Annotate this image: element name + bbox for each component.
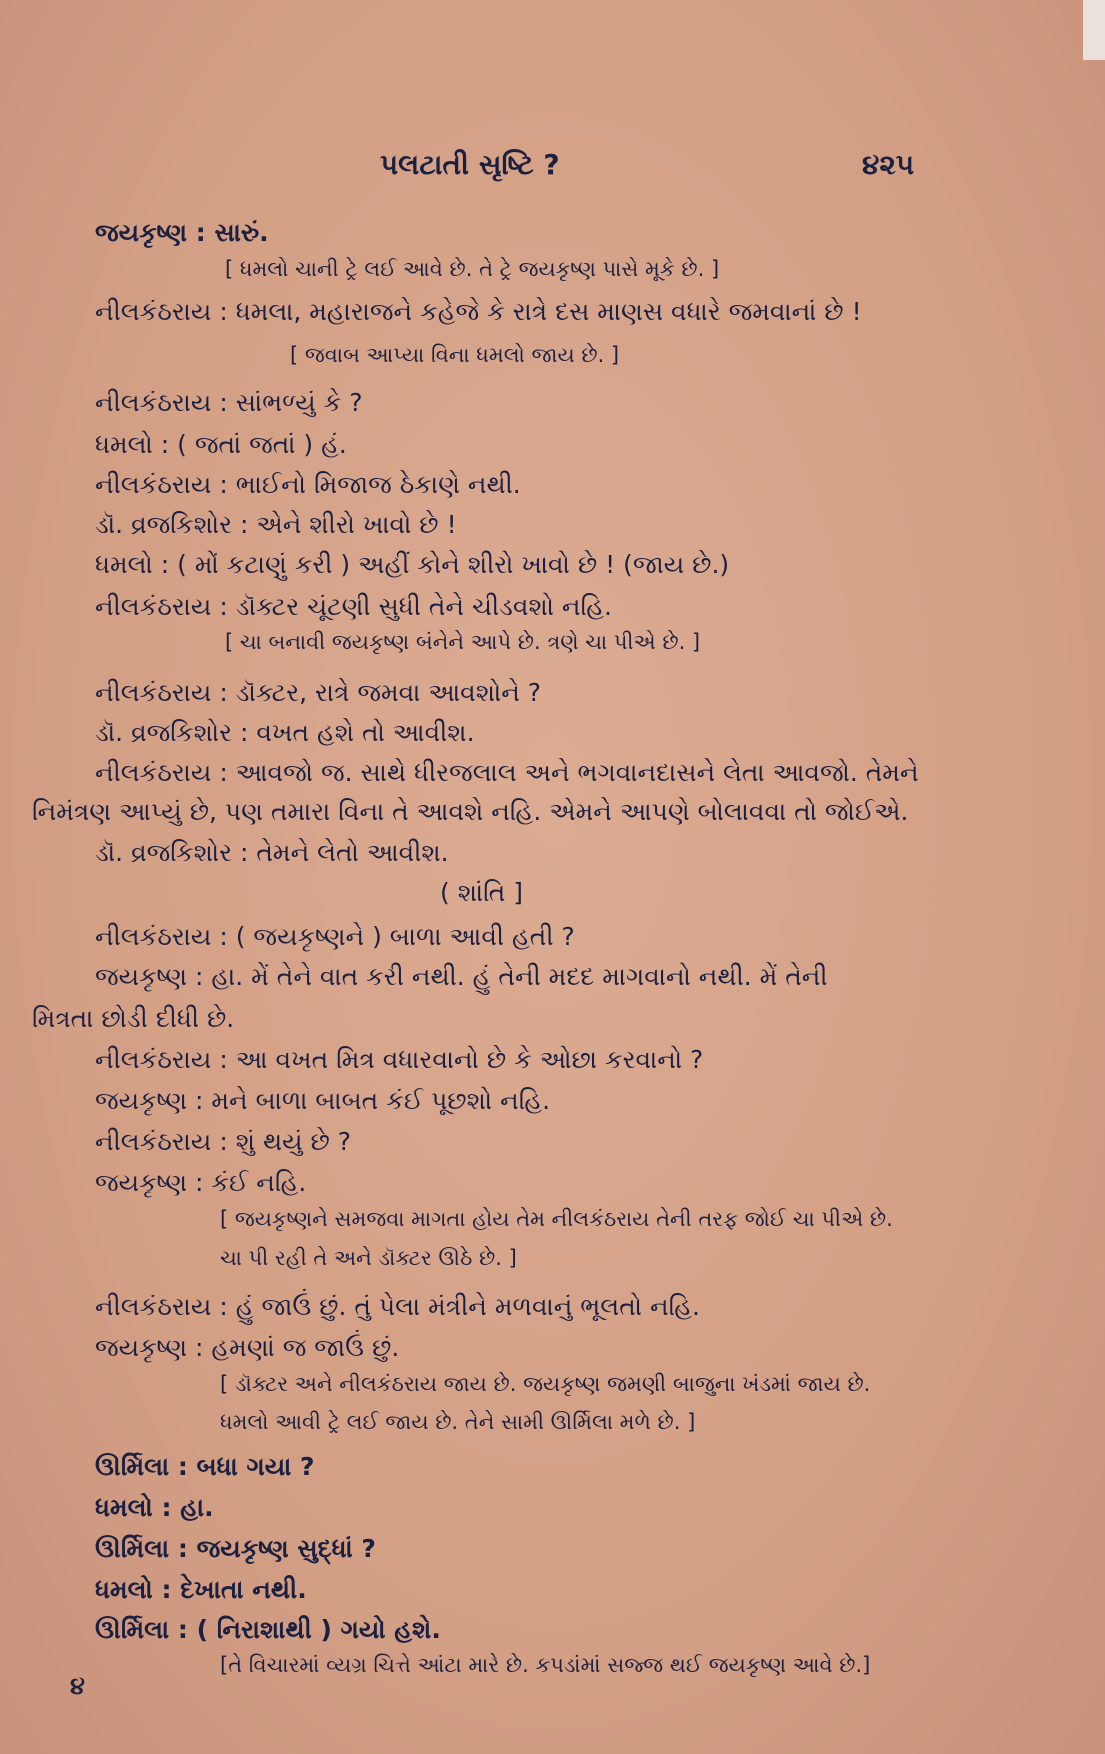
dialogue-line: નીલકંઠરાય : હું જાઉં છું. તું પેલા મંત્રીને મળવાનું ભૂલતો નહિ.: [95, 1292, 700, 1321]
dialogue-line: ધમલો : હા.: [95, 1493, 214, 1522]
stage-direction: ( શાંતિ ]: [440, 878, 524, 907]
dialogue-line: નીલકંઠરાય : આવજો જ. સાથે ધીરજલાલ અને ભગવાનદાસને લેતા આવજો. તેમને: [95, 758, 919, 787]
stage-direction: ધમલો આવી ટ્રે લઈ જાય છે. તેને સામી ઊર્મિલા મળે છે. ]: [220, 1410, 696, 1434]
stage-direction: [તે વિચારમાં વ્યગ્ર ચિત્તે આંટા મારે છે. કપડાંમાં સજ્જ થઈ જયકૃષ્ણ આવે છે.]: [220, 1653, 871, 1677]
dialogue-line: ઊર્મિલા : જયકૃષ્ણ સુદ્ધાં ?: [95, 1534, 376, 1563]
dialogue-line: નીલકંઠરાય : ડૉક્ટર ચૂંટણી સુધી તેને ચીડવશો નહિ.: [95, 592, 612, 621]
dialogue-continuation: મિત્રતા છોડી દીધી છે.: [32, 1004, 235, 1033]
dialogue-line: ઊર્મિલા : બધા ગયા ?: [95, 1452, 315, 1481]
stage-direction: [ ડૉક્ટર અને નીલકંઠરાય જાય છે. જયકૃષ્ણ જમણી બાજુના ખંડમાં જાય છે.: [220, 1372, 871, 1396]
running-title: પલટાતી સૃષ્ટિ ?: [380, 148, 560, 181]
dialogue-continuation: નિમંત્રણ આપ્યું છે, પણ તમારા વિના તે આવશે નહિ. એમને આપણે બોલાવવા તો જોઈએ.: [32, 797, 909, 826]
dialogue-line: જયકૃષ્ણ : હમણાં જ જાઉં છું.: [95, 1333, 400, 1362]
dialogue-line: નીલકંઠરાય : ડૉક્ટર, રાત્રે જમવા આવશોને ?: [95, 678, 542, 707]
stage-direction: [ ચા બનાવી જયકૃષ્ણ બંનેને આપે છે. ત્રણે ચા પીએ છે. ]: [225, 630, 701, 654]
dialogue-line: જયકૃષ્ણ : મને બાળા બાબત કંઈ પૂછશો નહિ.: [95, 1086, 551, 1115]
dialogue-line: ધમલો : ( મોં કટાણું કરી ) અહીં કોને શીરો ખાવો છે ! (જાય છે.): [95, 550, 730, 579]
signature-mark: ૪: [70, 1672, 85, 1700]
dialogue-line: ડૉ. વ્રજકિશોર : તેમને લેતો આવીશ.: [95, 838, 449, 867]
stage-direction: [ જવાબ આપ્યા વિના ધમલો જાય છે. ]: [290, 343, 620, 367]
dialogue-line: નીલકંઠરાય : આ વખત મિત્ર વધારવાનો છે કે ઓછા કરવાનો ?: [95, 1045, 704, 1074]
stage-direction: ચા પી રહી તે અને ડૉક્ટર ઊઠે છે. ]: [220, 1246, 517, 1270]
dialogue-line: ડૉ. વ્રજકિશોર : એને શીરો ખાવો છે !: [95, 510, 457, 539]
stage-direction: [ જયકૃષ્ણને સમજવા માગતા હોય તેમ નીલકંઠરાય તેની તરફ જોઈ ચા પીએ છે.: [220, 1207, 893, 1231]
page-number: ૪૨૫: [862, 148, 915, 181]
dialogue-line: ડૉ. વ્રજકિશોર : વખત હશે તો આવીશ.: [95, 718, 475, 747]
dialogue-line: નીલકંઠરાય : ભાઈનો મિજાજ ઠેકાણે નથી.: [95, 470, 521, 499]
dialogue-line: જયકૃષ્ણ : સારું.: [95, 218, 269, 247]
dialogue-line: નીલકંઠરાય : સાંભળ્યું કે ?: [95, 388, 363, 417]
stage-direction: [ ધમલો ચાની ટ્રે લઈ આવે છે. તે ટ્રે જયકૃષ્ણ પાસે મૂકે છે. ]: [225, 257, 720, 281]
dialogue-line: ધમલો : ( જતાં જતાં ) હં.: [95, 430, 347, 459]
dialogue-line: જયકૃષ્ણ : હા. મેં તેને વાત કરી નથી. હું તેની મદદ માગવાનો નથી. મેં તેની: [95, 962, 828, 991]
dialogue-line: નીલકંઠરાય : ધમલા, મહારાજને કહેજે કે રાત્રે દસ માણસ વધારે જમવાનાં છે !: [95, 297, 862, 326]
dialogue-line: જયકૃષ્ણ : કંઈ નહિ.: [95, 1168, 307, 1197]
dialogue-line: નીલકંઠરાય : શું થયું છે ?: [95, 1127, 352, 1156]
dialogue-line: નીલકંઠરાય : ( જયકૃષ્ણને ) બાળા આવી હતી ?: [95, 922, 575, 951]
dialogue-line: ઊર્મિલા : ( નિરાશાથી ) ગયો હશે.: [95, 1615, 441, 1644]
torn-corner: [1083, 0, 1105, 60]
dialogue-line: ધમલો : દેખાતા નથી.: [95, 1575, 307, 1604]
